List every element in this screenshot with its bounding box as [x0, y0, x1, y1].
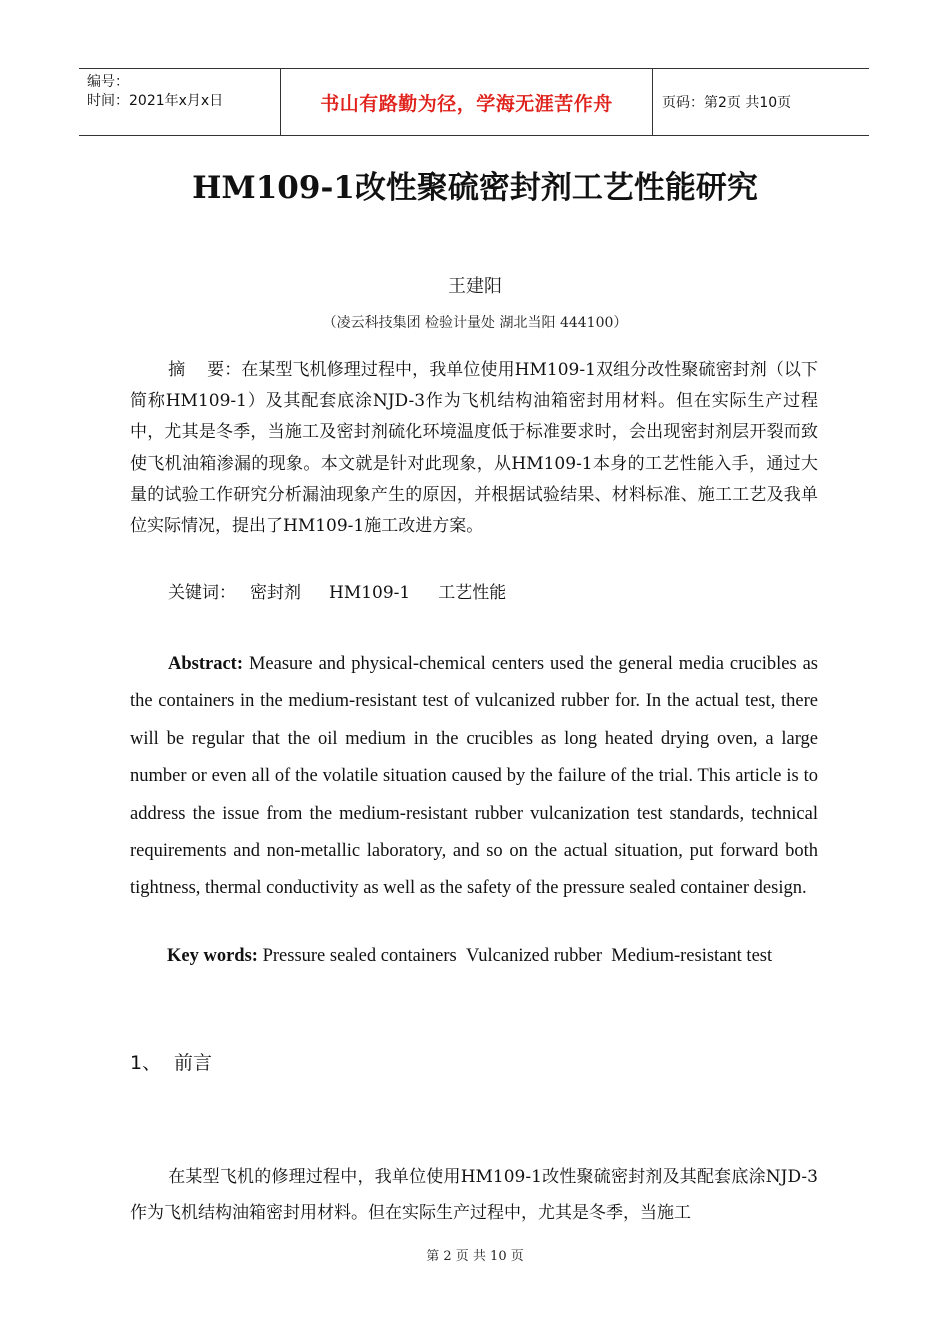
section-heading-1	[130, 1048, 212, 1075]
keyword-cn-item: 密封剂	[250, 583, 301, 603]
paper-affiliation: （凌云科技集团 检验计量处 湖北当阳 444100）	[322, 315, 628, 331]
abstract-en-label: Abstract:	[168, 654, 244, 674]
keyword-cn-item: HM109-1	[329, 583, 411, 603]
section-title: 前言	[174, 1052, 213, 1074]
abstract-cn-text: 在某型飞机修理过程中，我单位使用HM109-1双组分改性聚硫密封剂（以下简称HM109-1）及其配套底涂NJD-3作为飞机结构油箱密封用材料。但在实际生产过程中，尤其是冬季，当施工及密封剂硫化环境温度低于标准要求时，会出现密封剂层开裂而致使飞机油箱渗漏的现象。本文就是针对此现象，从HM109-1本身的工艺性能入手，通过大量的试验工作研究分析漏油现象产生的原因，并根据试验结果、材料标准、施工工艺及我单位实际情况，提出了HM109-1施工改进方案。	[130, 360, 818, 537]
abstract-en	[130, 646, 818, 908]
keyword-en-item: Vulcanized rubber	[466, 946, 603, 966]
header-time: 时间：2021年x月x日	[87, 93, 224, 109]
section1-body	[130, 1159, 818, 1231]
paper-author: 王建阳	[448, 276, 502, 297]
page-footer: 第 2 页 共 10 页	[426, 1249, 524, 1264]
document-header	[79, 68, 869, 136]
header-number: 编号：	[87, 74, 129, 90]
keywords-en-label: Key words:	[167, 946, 258, 966]
abstract-en-text: Measure and physical-chemical centers used the general media crucibles as the containers in the medium-resistant test of vulcanized rubber for. In the actual test, there will be regular that the oil medium in the crucibles as long heated drying oven, a large number or even all of the volatile situation caused by the failure of the trial. This article is to address the issue from the medium-resistant rubber vulcanization test standards, technical requirements and non-metallic laboratory, and so on the actual situation, put forward both tightness, thermal conductivity as well as the safety of the pressure sealed container design.	[130, 654, 819, 899]
section-number: 1、	[130, 1052, 162, 1074]
keywords-cn-label: 关键词：	[168, 583, 236, 603]
keywords-cn	[168, 578, 506, 603]
section1-text: 在某型飞机的修理过程中，我单位使用HM109-1改性聚硫密封剂及其配套底涂NJD-3作为飞机结构油箱密封用材料。但在实际生产过程中，尤其是冬季，当施工	[130, 1167, 818, 1223]
keyword-en-item: Pressure sealed containers	[262, 946, 457, 966]
header-page-info: 页码：第2页 共10页	[662, 95, 792, 111]
header-meta-cell	[79, 69, 280, 135]
keyword-cn-item: 工艺性能	[438, 583, 507, 603]
abstract-cn-label: 摘 要：	[168, 360, 242, 380]
header-motto: 书山有路勤为径，学海无涯苦作舟	[280, 69, 653, 135]
keyword-en-item: Medium-resistant test	[611, 946, 773, 966]
paper-title: HM109-1改性聚硫密封剂工艺性能研究	[192, 170, 758, 206]
abstract-cn	[130, 355, 818, 542]
keywords-en	[167, 946, 772, 967]
